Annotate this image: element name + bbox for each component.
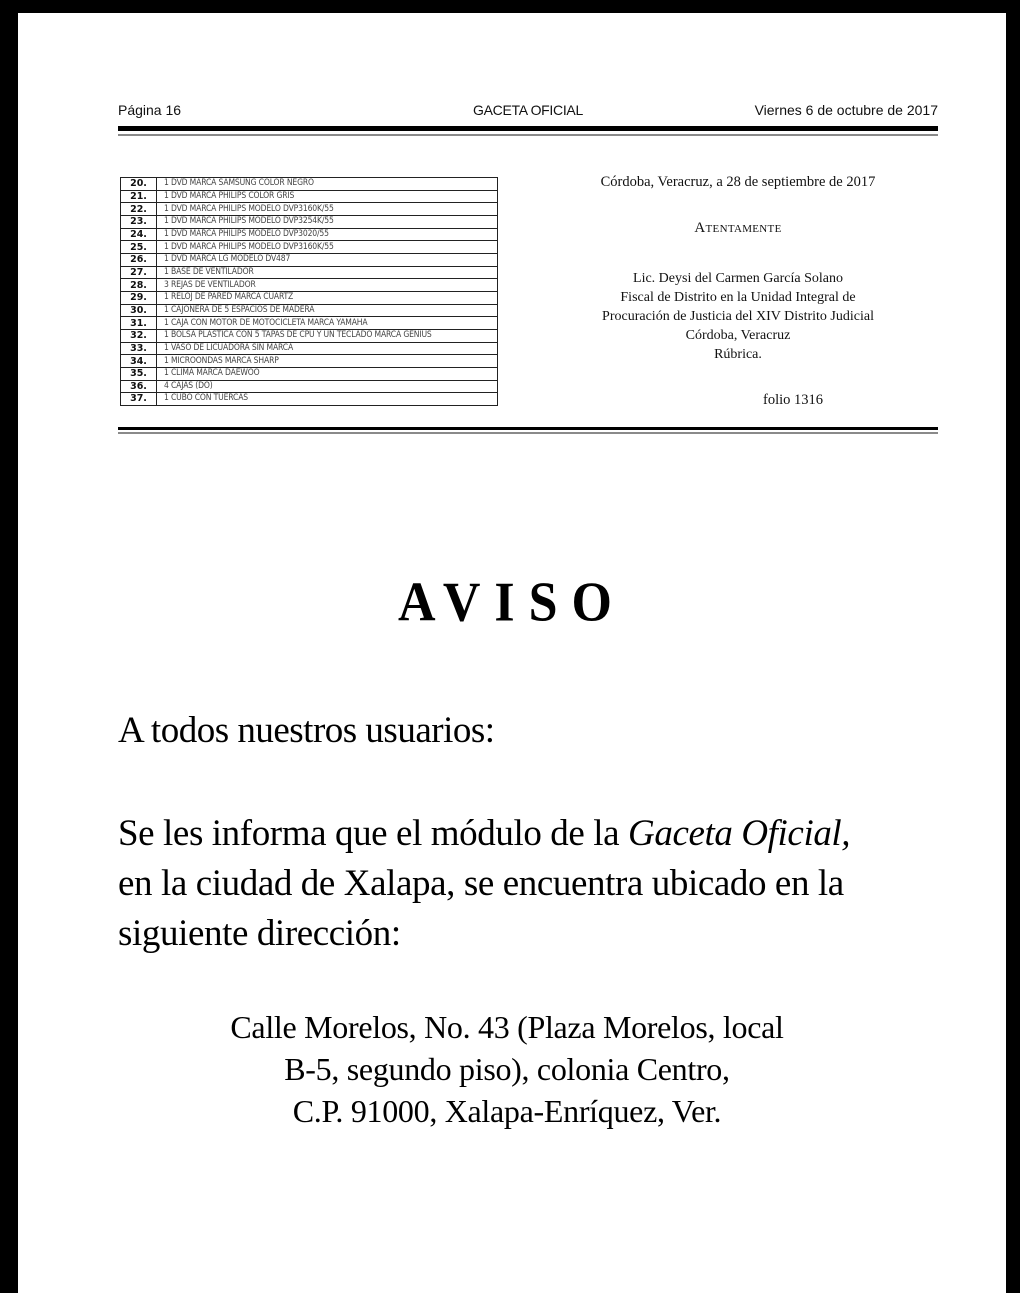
item-description: 1 MICROONDAS MARCA SHARP	[157, 355, 498, 368]
item-description: 1 VASO DE LICUADORA SIN MARCA	[157, 342, 498, 355]
item-number: 22.	[121, 203, 157, 216]
place-date: Córdoba, Veracruz, a 28 de septiembre de 2017	[600, 174, 876, 190]
item-description: 4 CAJAS (DO)	[157, 380, 498, 393]
item-number: 35.	[121, 367, 157, 380]
table-row	[121, 266, 498, 279]
paragraph-line-1	[118, 809, 948, 859]
aviso-greeting: A todos nuestros usuarios:	[118, 710, 495, 751]
signatory-lines	[573, 269, 903, 364]
signatory-name: Lic. Deysi del Carmen García Solano	[633, 271, 843, 286]
item-description: 3 REJAS DE VENTILADOR	[157, 279, 498, 292]
item-number: 26.	[121, 253, 157, 266]
header-rule-thin	[118, 134, 938, 136]
item-description: 1 CLIMA MARCA DAEWOO	[157, 367, 498, 380]
item-number: 37.	[121, 393, 157, 406]
table-row	[121, 215, 498, 228]
item-description: 1 DVD MARCA PHILIPS MODELO DVP3160K/55	[157, 241, 498, 254]
item-description: 1 DVD MARCA LG MODELO DV487	[157, 253, 498, 266]
header-rule-thick	[118, 126, 938, 131]
paragraph-text: Se les informa que el módulo de la	[118, 813, 629, 854]
page-number: Página 16	[118, 102, 182, 118]
item-number: 31.	[121, 317, 157, 330]
table-row	[121, 380, 498, 393]
publication-name-italic: Gaceta Oficial,	[628, 813, 851, 854]
item-number: 33.	[121, 342, 157, 355]
table-row	[121, 178, 498, 191]
signatory-location: Córdoba, Veracruz	[685, 328, 791, 343]
paragraph-line-2: en la ciudad de Xalapa, se encuentra ubicado en la	[118, 863, 844, 904]
item-number: 23.	[121, 215, 157, 228]
table-row	[121, 317, 498, 330]
table-row	[121, 304, 498, 317]
table-row	[121, 342, 498, 355]
item-description: 1 RELOJ DE PARED MARCA CUARTZ	[157, 291, 498, 304]
signatory-title-2: Procuración de Justicia del XIV Distrito Judicial	[602, 309, 874, 324]
table-row	[121, 228, 498, 241]
aviso-paragraph	[118, 809, 948, 959]
closing: Atentamente	[694, 220, 782, 236]
address-line-1: Calle Morelos, No. 43 (Plaza Morelos, local	[230, 1009, 784, 1045]
section-rule-thick	[118, 427, 938, 430]
item-description: 1 CUBO CON TUERCAS	[157, 393, 498, 406]
item-number: 21.	[121, 190, 157, 203]
item-description: 1 BASE DE VENTILADOR	[157, 266, 498, 279]
folio-number: folio 1316	[763, 392, 824, 408]
office-address	[18, 1006, 996, 1132]
item-number: 28.	[121, 279, 157, 292]
aviso-title: AVISO	[397, 571, 626, 634]
item-description: 1 DVD MARCA PHILIPS MODELO DVP3160K/55	[157, 203, 498, 216]
table-row	[121, 241, 498, 254]
table-row	[121, 329, 498, 342]
item-number: 34.	[121, 355, 157, 368]
address-line-3: C.P. 91000, Xalapa-Enríquez, Ver.	[292, 1093, 722, 1129]
publication-date: Viernes 6 de octubre de 2017	[754, 102, 938, 118]
item-number: 24.	[121, 228, 157, 241]
table-row	[121, 355, 498, 368]
item-description: 1 CAJONERA DE 5 ESPACIOS DE MADERA	[157, 304, 498, 317]
item-description: 1 DVD MARCA PHILIPS MODELO DVP3254K/55	[157, 215, 498, 228]
item-number: 29.	[121, 291, 157, 304]
item-description: 1 CAJA CON MOTOR DE MOTOCICLETA MARCA YAMAHA	[157, 317, 498, 330]
page-header	[118, 102, 938, 122]
signatory-rubrica: Rúbrica.	[714, 347, 762, 362]
item-description: 1 DVD MARCA PHILIPS MODELO DVP3020/55	[157, 228, 498, 241]
item-description: 1 DVD MARCA PHILIPS COLOR GRIS	[157, 190, 498, 203]
signatory-title-1: Fiscal de Distrito en la Unidad Integral de	[620, 290, 856, 305]
table-row	[121, 367, 498, 380]
table-row	[121, 393, 498, 406]
document-page	[18, 13, 1006, 1293]
section-rule-thin	[118, 432, 938, 434]
publication-title: GACETA OFICIAL	[473, 102, 583, 118]
item-number: 20.	[121, 178, 157, 191]
item-description: 1 BOLSA PLÁSTICA CON 5 TAPAS DE CPU Y UN TECLADO MARCA GENIUS	[157, 329, 498, 342]
table-row	[121, 279, 498, 292]
table-row	[121, 253, 498, 266]
item-number: 36.	[121, 380, 157, 393]
paragraph-line-3: siguiente dirección:	[118, 913, 401, 954]
table-row	[121, 190, 498, 203]
items-table	[120, 177, 498, 406]
item-description: 1 DVD MARCA SAMSUNG COLOR NEGRO	[157, 178, 498, 191]
table-row	[121, 291, 498, 304]
item-number: 25.	[121, 241, 157, 254]
item-number: 30.	[121, 304, 157, 317]
table-row	[121, 203, 498, 216]
address-line-2: B-5, segundo piso), colonia Centro,	[284, 1051, 730, 1087]
item-number: 32.	[121, 329, 157, 342]
item-number: 27.	[121, 266, 157, 279]
